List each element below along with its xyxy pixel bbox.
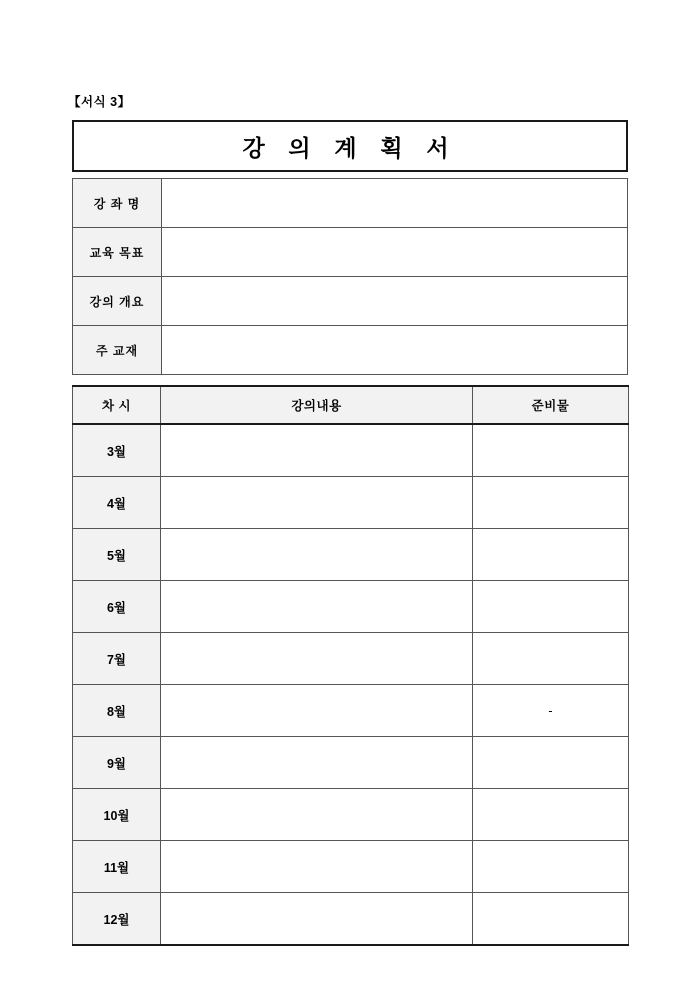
- table-row: [73, 529, 629, 581]
- row-period: 9월: [73, 737, 161, 789]
- row-materials[interactable]: [473, 633, 629, 685]
- course-info-table: [72, 178, 628, 375]
- lecture-schedule-table: [72, 385, 629, 946]
- row-content[interactable]: [161, 789, 473, 841]
- row-materials[interactable]: [473, 424, 629, 477]
- page-title: 강 의 계 획 서: [242, 135, 458, 161]
- row-materials[interactable]: [473, 737, 629, 789]
- column-header-content: 강의내용: [161, 386, 473, 424]
- table-row: [73, 685, 629, 737]
- row-materials[interactable]: [473, 789, 629, 841]
- row-materials[interactable]: [473, 477, 629, 529]
- row-content[interactable]: [161, 841, 473, 893]
- row-period: 6월: [73, 581, 161, 633]
- table-row: [73, 633, 629, 685]
- column-header-materials: 준비물: [473, 386, 629, 424]
- row-period: 3월: [73, 424, 161, 477]
- table-row: [73, 477, 629, 529]
- table-row: [73, 737, 629, 789]
- row-content[interactable]: [161, 424, 473, 477]
- document-title-box: [72, 120, 628, 172]
- row-content[interactable]: [161, 685, 473, 737]
- row-period: 5월: [73, 529, 161, 581]
- table-row: [73, 789, 629, 841]
- table-row: [73, 277, 628, 326]
- table-row: [73, 228, 628, 277]
- row-content[interactable]: [161, 633, 473, 685]
- info-value-main-textbook[interactable]: [162, 326, 628, 375]
- table-row: [73, 424, 629, 477]
- row-content[interactable]: [161, 529, 473, 581]
- form-number-label: 【서식 3】: [68, 95, 131, 109]
- table-row: [73, 326, 628, 375]
- row-materials[interactable]: [473, 581, 629, 633]
- row-materials[interactable]: [473, 893, 629, 946]
- row-period: 12월: [73, 893, 161, 946]
- table-row: [73, 893, 629, 946]
- row-period: 8월: [73, 685, 161, 737]
- info-value-course-name[interactable]: [162, 179, 628, 228]
- row-content[interactable]: [161, 737, 473, 789]
- info-value-education-goal[interactable]: [162, 228, 628, 277]
- info-value-lecture-overview[interactable]: [162, 277, 628, 326]
- row-content[interactable]: [161, 893, 473, 946]
- row-period: 11월: [73, 841, 161, 893]
- row-materials[interactable]: [473, 841, 629, 893]
- row-materials[interactable]: -: [473, 685, 629, 737]
- row-period: 10월: [73, 789, 161, 841]
- table-row: [73, 179, 628, 228]
- column-header-period: 차 시: [73, 386, 161, 424]
- info-label-main-textbook: 주 교재: [73, 326, 162, 375]
- info-label-course-name: 강 좌 명: [73, 179, 162, 228]
- table-row: [73, 841, 629, 893]
- row-materials[interactable]: [473, 529, 629, 581]
- row-content[interactable]: [161, 477, 473, 529]
- row-period: 4월: [73, 477, 161, 529]
- document-body: [72, 120, 628, 946]
- row-content[interactable]: [161, 581, 473, 633]
- row-period: 7월: [73, 633, 161, 685]
- table-header-row: [73, 386, 629, 424]
- info-label-education-goal: 교육 목표: [73, 228, 162, 277]
- table-row: [73, 581, 629, 633]
- info-label-lecture-overview: 강의 개요: [73, 277, 162, 326]
